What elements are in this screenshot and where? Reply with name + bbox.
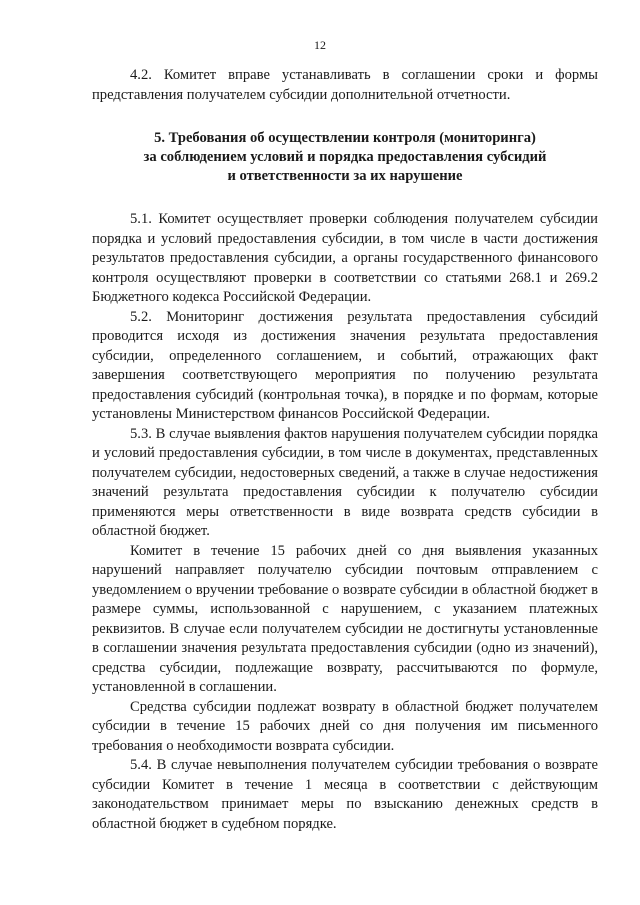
section-heading-line-1: 5. Требования об осуществлении контроля (мониторинга): [154, 130, 536, 146]
document-body: [92, 66, 598, 834]
paragraph-5-3-return-deadline: Средства субсидии подлежат возврату в областной бюджет получателем субсидии в течение 15 рабочих дней со дня получения им письменного требования о необходимости возврата субсидии.: [92, 698, 598, 754]
section-heading: [92, 129, 598, 186]
paragraph-5-1: 5.1. Комитет осуществляет проверки соблюдения получателем субсидии порядка и условий предоставления субсидии, в том числе в части достижения результатов предоставления субсидии, а органы государственного финансового контроля осуществляют проверки в соответствии со статьями 268.1 и 269.2 Бюджетного кодекса Российской Федерации.: [92, 211, 598, 305]
paragraph-4-2: 4.2. Комитет вправе устанавливать в соглашении сроки и формы представления получателем субсидии дополнительной отчетности.: [92, 67, 598, 103]
page-number: 12: [314, 38, 326, 52]
paragraph-5-3: 5.3. В случае выявления фактов нарушения получателем субсидии порядка и условий предоставления субсидии, в том числе в документах, представленных получателем субсидии, недостоверных сведений, а также в случае недостижения значений результата предоставления субсидии к получателю субсидии применяются меры ответственности в виде возврата средств субсидии в областной бюджет.: [92, 425, 598, 539]
paragraph-5-3-return-notice: Комитет в течение 15 рабочих дней со дня выявления указанных нарушений направляет получателю субсидии почтовым отправлением с уведомлением о вручении требование о возврате субсидии в областной бюджет в размере суммы, использованной с нарушением, с указанием платежных реквизитов. В случае если получателем субсидии не достигнуты установленные в соглашении значения результата предоставления субсидии (одно из значений), средства субсидии, подлежащие возврату, рассчитываются по формуле, установленной в соглашении.: [92, 542, 598, 695]
paragraph-5-2: 5.2. Мониторинг достижения результата предоставления субсидий проводится исходя из достижения значения результата предоставления субсидии, определенного соглашением, и событий, отражающих факт завершения соответствующего мероприятия по получению результата предоставления субсидий (контрольная точка), в порядке и по формам, которые установлены Министерством финансов Российской Федерации.: [92, 308, 598, 422]
paragraph-5-4: 5.4. В случае невыполнения получателем субсидии требования о возврате субсидии Комитет в течение 1 месяца в соответствии с действующим законодательством принимает меры по взысканию денежных средств в областной бюджет в судебном порядке.: [92, 757, 598, 832]
section-heading-line-3: и ответственности за их нарушение: [227, 168, 463, 184]
section-heading-line-2: за соблюдением условий и порядка предоставления субсидий: [143, 149, 547, 165]
